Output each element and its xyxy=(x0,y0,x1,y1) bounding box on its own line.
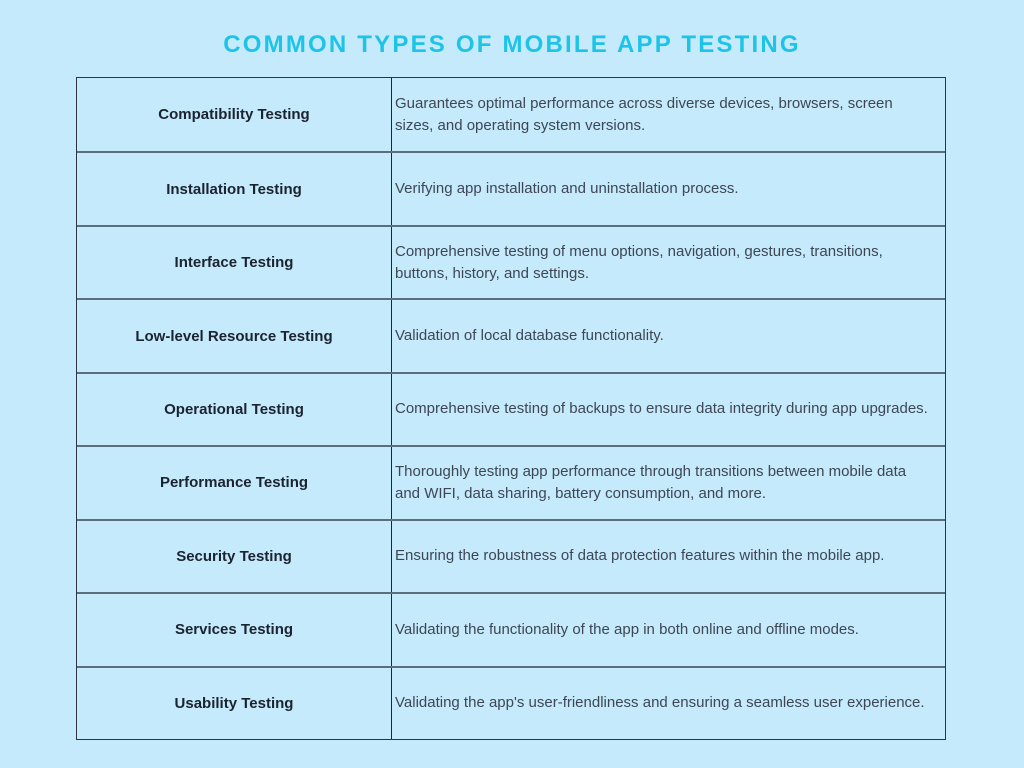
testing-type-cell: Compatibility Testing xyxy=(77,78,392,151)
table-row xyxy=(77,225,945,298)
table-row xyxy=(77,78,945,151)
description-cell: Comprehensive testing of menu options, navigation, gestures, transitions, buttons, history, and settings. xyxy=(395,242,883,282)
table-row xyxy=(77,372,945,445)
testing-type-cell: Usability Testing xyxy=(77,668,392,739)
page-title: COMMON TYPES OF MOBILE APP TESTING xyxy=(223,31,801,58)
description-cell: Guarantees optimal performance across diverse devices, browsers, screen sizes, and operating system versions. xyxy=(395,94,893,134)
testing-type-cell: Low-level Resource Testing xyxy=(77,300,392,371)
table-row xyxy=(77,592,945,665)
table-row xyxy=(77,519,945,592)
testing-type-cell: Security Testing xyxy=(77,521,392,592)
description-cell: Validation of local database functionality. xyxy=(395,327,664,345)
description-cell: Ensuring the robustness of data protection features within the mobile app. xyxy=(395,547,885,565)
testing-type-cell: Interface Testing xyxy=(77,227,392,298)
testing-type-cell: Installation Testing xyxy=(77,153,392,224)
description-cell: Thoroughly testing app performance through transitions between mobile data and WIFI, data sharing, battery consumption, and more. xyxy=(395,462,907,502)
table-row xyxy=(77,298,945,371)
description-cell: Validating the app's user-friendliness and ensuring a seamless user experience. xyxy=(395,694,925,712)
description-cell: Validating the functionality of the app in both online and offline modes. xyxy=(395,620,859,638)
description-cell: Comprehensive testing of backups to ensure data integrity during app upgrades. xyxy=(395,400,928,418)
table-row xyxy=(77,666,945,739)
table-row xyxy=(77,445,945,518)
testing-type-cell: Operational Testing xyxy=(77,374,392,445)
testing-type-cell: Services Testing xyxy=(77,594,392,665)
table-row xyxy=(77,151,945,224)
description-cell: Verifying app installation and uninstallation process. xyxy=(395,180,739,198)
testing-type-cell: Performance Testing xyxy=(77,447,392,518)
testing-types-table xyxy=(76,77,946,740)
